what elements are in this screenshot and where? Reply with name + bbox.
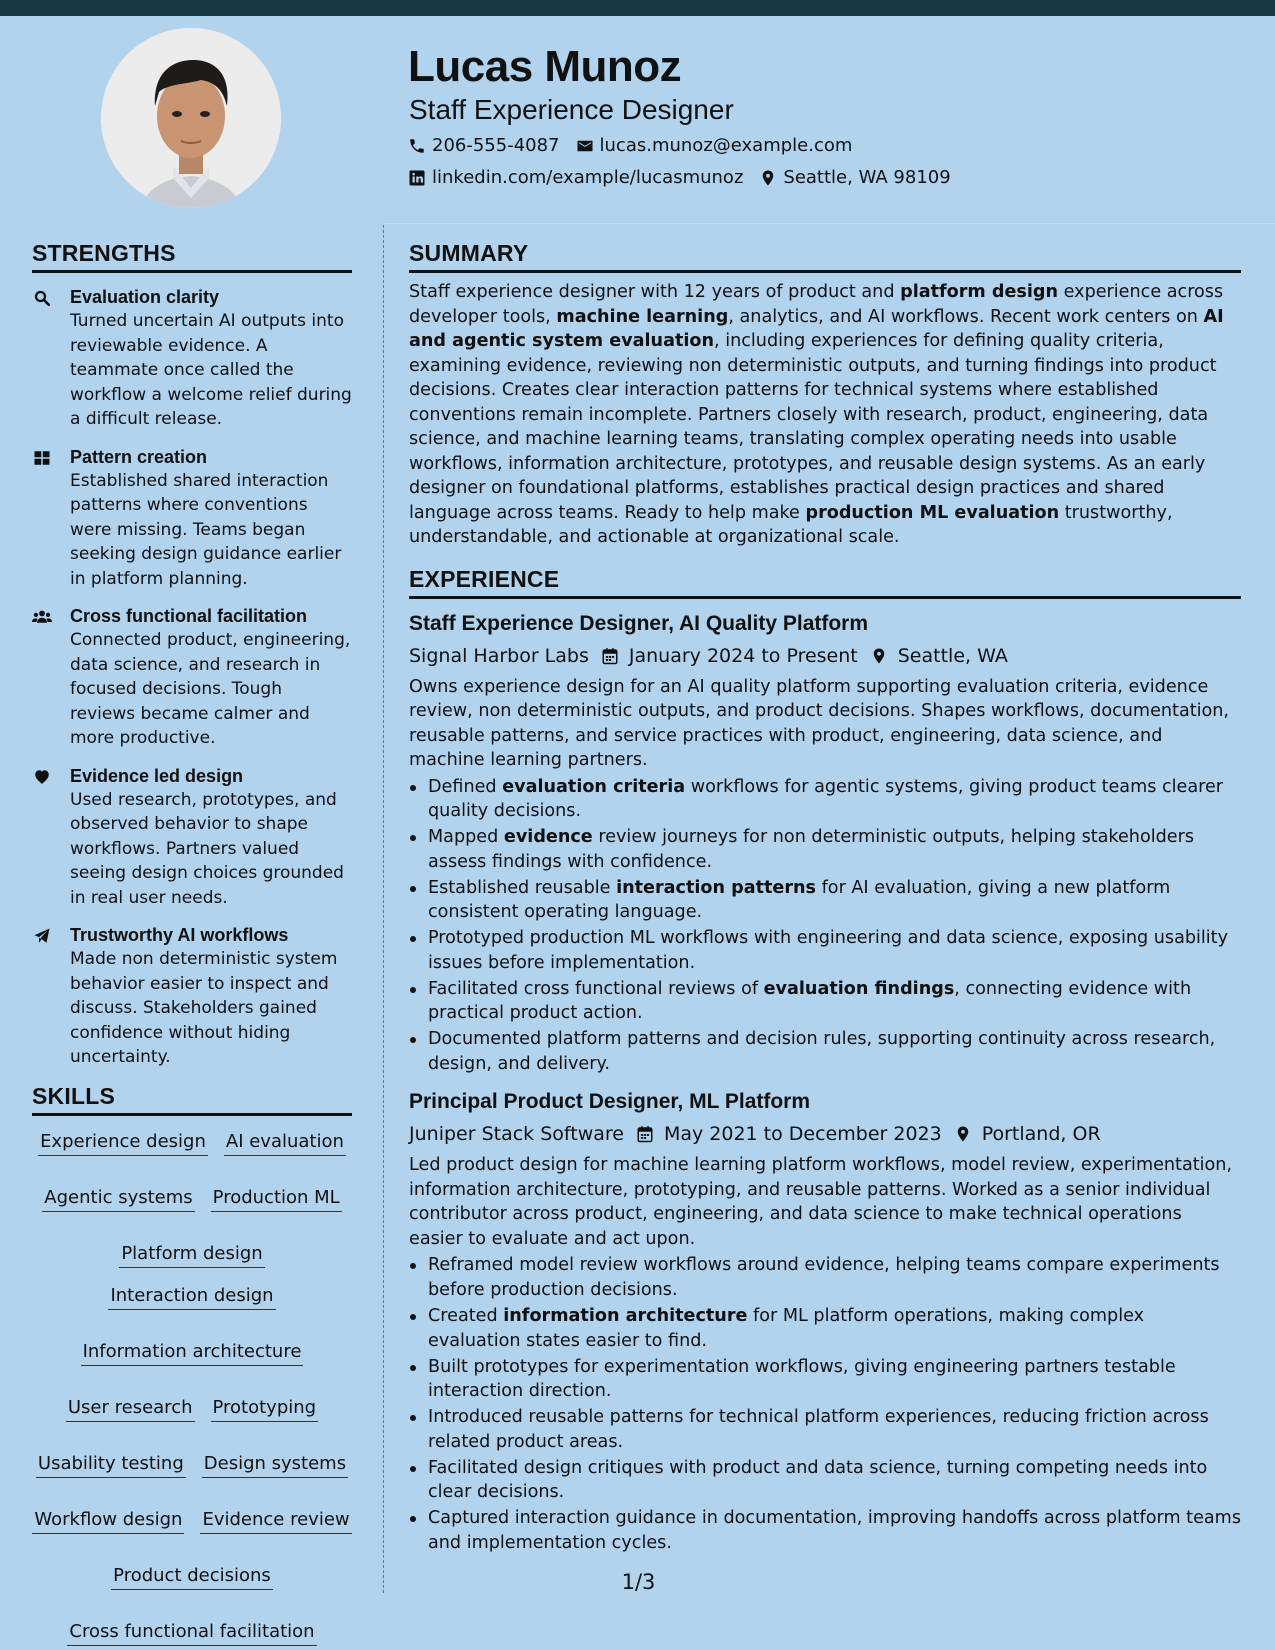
skill-chip: Agentic systems — [42, 1184, 194, 1212]
experience-heading: EXPERIENCE — [409, 566, 1241, 599]
map-pin-icon — [954, 1124, 972, 1144]
envelope-icon — [576, 137, 594, 155]
strength-desc: Connected product, engineering, data science, and research in focused decisions. Tough reviews became calmer and more productive. — [70, 630, 351, 748]
text-run: Facilitated cross functional reviews of — [428, 978, 764, 999]
calendar-icon — [601, 646, 619, 666]
text-run: Introduced reusable patterns for technical platform experiences, reducing friction across related product areas. — [428, 1407, 1209, 1452]
text-run: workflows for agentic systems, giving product teams clearer quality decisions. — [428, 776, 1224, 821]
text-run: Built prototypes for experimentation workflows, giving engineering partners testable interaction direction. — [428, 1356, 1176, 1402]
email-contact[interactable] — [576, 135, 853, 156]
candidate-name: Lucas Munoz — [408, 42, 682, 91]
bold-text: machine learning — [556, 306, 729, 327]
bullet-item — [409, 1456, 1241, 1505]
candidate-title: Staff Experience Designer — [409, 94, 734, 125]
text-run: trustworthy, understandable, and actionable at organizational scale. — [409, 502, 1173, 547]
text-run: , connecting evidence with practical product action. — [428, 978, 1192, 1024]
bullet-item — [409, 1253, 1241, 1302]
strength-desc: Made non deterministic system behavior easier to inspect and discuss. Stakeholders gained confidence without hiding uncertainty. — [70, 949, 338, 1067]
job-location: Seattle, WA — [897, 644, 1008, 667]
job-entry — [409, 610, 1241, 1077]
email-text: lucas.munoz@example.com — [599, 135, 853, 156]
strength-item — [32, 285, 352, 432]
page-number — [0, 1570, 1275, 1594]
bullet-item — [409, 825, 1241, 874]
text-run: , analytics, and AI workflows. Recent work centers on — [728, 306, 1204, 327]
skill-chip: Prototyping — [211, 1394, 319, 1422]
text-run: Defined — [428, 776, 503, 797]
contact-row-2 — [408, 167, 951, 188]
page-number-text: 1/3 — [621, 1570, 656, 1594]
job-meta — [409, 1120, 1241, 1148]
job-entry — [409, 1088, 1241, 1555]
search-icon — [32, 289, 52, 307]
grid-icon — [32, 449, 52, 467]
skill-chip: Evidence review — [200, 1506, 351, 1534]
bullet-item — [409, 1304, 1241, 1353]
bold-text: interaction patterns — [616, 877, 817, 898]
job-description: Owns experience design for an AI quality platform supporting evaluation criteria, evidence review, non deterministic outputs, and product decisions. Shapes workflows, documentation, reusable patterns, and service practices with product, engineering, data science, and machine learning partners. — [409, 676, 1230, 770]
skill-chip: Usability testing — [36, 1450, 186, 1478]
users-icon — [32, 608, 52, 626]
skill-chip: Design systems — [202, 1450, 348, 1478]
bullet-item — [409, 1405, 1241, 1454]
bullet-item — [409, 1027, 1241, 1076]
text-run: Established reusable — [428, 877, 617, 898]
text-run: Prototyped production ML workflows with engineering and data science, exposing usability issues before implementation. — [428, 928, 1228, 973]
skill-chip: Platform design — [119, 1240, 264, 1268]
skill-chip: Product decisions — [111, 1562, 273, 1590]
bullet-item — [409, 1506, 1241, 1555]
text-run: for ML platform operations, making complex evaluation states easier to find. — [428, 1306, 1145, 1351]
strengths-list — [32, 285, 352, 1070]
job-meta — [409, 642, 1241, 670]
strength-title: Trustworthy AI workflows — [70, 925, 289, 945]
map-pin-icon — [870, 646, 888, 666]
main-column — [409, 240, 1241, 1557]
bullet-item — [409, 1355, 1241, 1404]
job-location: Portland, OR — [981, 1123, 1101, 1146]
strength-title: Pattern creation — [70, 446, 208, 467]
job-dates: May 2021 to December 2023 — [663, 1123, 942, 1146]
text-run: Facilitated design critiques with product and data science, turning competing needs into clear decisions. — [428, 1457, 1208, 1503]
skill-chip: Production ML — [211, 1184, 342, 1212]
header-divider — [384, 223, 1275, 224]
job-bullets — [409, 1253, 1241, 1555]
bullet-item — [409, 926, 1241, 975]
location-contact — [759, 167, 950, 188]
job-title: Staff Experience Designer, AI Quality Platform — [409, 611, 869, 635]
text-run: , including experiences for defining quality criteria, examining evidence, reviewing non deterministic outputs, and turning findings into product decisions. Creates clear interaction patterns for technical systems where established conventions remain incomplete. Partners closely with research, product, engineering, data science, and machine learning teams, translating complex operating needs into usable workflows, information architecture, prototypes, and reusable design systems. As an early designer on foundational platforms, establishes practical design practices and shared language across teams. Ready to help make — [409, 331, 1217, 523]
job-company: Signal Harbor Labs — [409, 644, 589, 667]
job-company: Juniper Stack Software — [409, 1123, 624, 1146]
skill-chip: User research — [66, 1394, 195, 1422]
strength-desc: Established shared interaction patterns where conventions were missing. Teams began seeking design guidance earlier in platform planning. — [70, 470, 342, 589]
skill-chip: Interaction design — [108, 1282, 275, 1310]
strength-item — [32, 604, 352, 751]
strength-desc: Used research, prototypes, and observed behavior to shape workflows. Partners valued seeing design choices grounded in real user needs. — [70, 789, 344, 908]
skill-chip: Information architecture — [81, 1338, 304, 1366]
contact-row-1 — [408, 135, 852, 156]
strength-item — [32, 764, 352, 911]
text-run: Documented platform patterns and decision rules, supporting continuity across research, design, and delivery. — [428, 1029, 1216, 1074]
phone-icon — [408, 137, 426, 155]
bold-text: evaluation findings — [763, 978, 955, 999]
bold-text: AI and agentic system evaluation — [409, 306, 1224, 351]
paper-plane-icon — [32, 927, 52, 945]
bullet-item — [409, 775, 1241, 824]
text-run: Created — [428, 1306, 504, 1327]
strength-item — [32, 445, 352, 592]
text-run: experience across developer tools, — [409, 282, 1224, 327]
summary-heading: SUMMARY — [409, 240, 1241, 273]
bold-text: information architecture — [503, 1306, 748, 1327]
bold-text: evidence — [503, 827, 593, 848]
text-run: Captured interaction guidance in documentation, improving handoffs across platform teams and implementation cycles. — [428, 1508, 1241, 1553]
strength-item — [32, 923, 352, 1070]
text-run: Staff experience designer with 12 years of product and — [409, 282, 901, 302]
strength-title: Evaluation clarity — [70, 287, 220, 307]
job-dates: January 2024 to Present — [628, 644, 858, 667]
calendar-icon — [636, 1124, 654, 1144]
location-text: Seattle, WA 98109 — [783, 167, 951, 188]
strength-title: Cross functional facilitation — [70, 606, 308, 626]
bold-text: production ML evaluation — [805, 502, 1060, 523]
avatar — [101, 28, 281, 208]
strength-title: Evidence led design — [70, 765, 244, 786]
map-pin-icon — [759, 169, 777, 187]
skills-heading: SKILLS — [32, 1083, 352, 1116]
skill-chip: Workflow design — [32, 1506, 184, 1534]
text-run: Reframed model review workflows around evidence, helping teams compare experiments before production decisions. — [428, 1255, 1220, 1300]
job-description: Led product design for machine learning platform workflows, model review, experimentation, information architecture, prototyping, and reusable patterns. Worked as a senior individual contributor across product, engineering, and data science to make technical operations easier to evaluate and act upon. — [409, 1155, 1233, 1249]
bold-text: evaluation criteria — [502, 776, 686, 797]
linkedin-text: linkedin.com/example/lucasmunoz — [432, 167, 744, 188]
bold-text: platform design — [900, 282, 1059, 302]
skill-chip: Cross functional facilitation — [67, 1618, 316, 1646]
job-title: Principal Product Designer, ML Platform — [409, 1090, 811, 1114]
phone-contact[interactable] — [408, 135, 560, 156]
text-run: review journeys for non deterministic outputs, helping stakeholders assess findings with confidence. — [428, 827, 1194, 872]
strength-desc: Turned uncertain AI outputs into reviewable evidence. A teammate once called the workflow a welcome relief during a difficult release. — [70, 311, 352, 429]
bullet-item — [409, 876, 1241, 925]
skills-list — [32, 1128, 352, 1646]
linkedin-contact[interactable] — [408, 167, 743, 188]
column-divider — [383, 225, 384, 1593]
skill-chip: Experience design — [38, 1128, 208, 1156]
sidebar — [32, 240, 352, 1646]
text-run: Mapped — [428, 827, 504, 848]
text-run: for AI evaluation, giving a new platform consistent operating language. — [428, 877, 1171, 923]
phone-text: 206-555-4087 — [432, 135, 560, 156]
job-bullets — [409, 775, 1241, 1077]
portrait-photo — [101, 28, 281, 208]
strengths-heading: STRENGTHS — [32, 240, 352, 273]
skill-chip: AI evaluation — [224, 1128, 346, 1156]
top-accent-bar — [0, 0, 1275, 16]
bullet-item — [409, 977, 1241, 1026]
heart-icon — [32, 768, 52, 786]
linkedin-icon — [408, 169, 426, 187]
summary-text — [409, 280, 1241, 550]
